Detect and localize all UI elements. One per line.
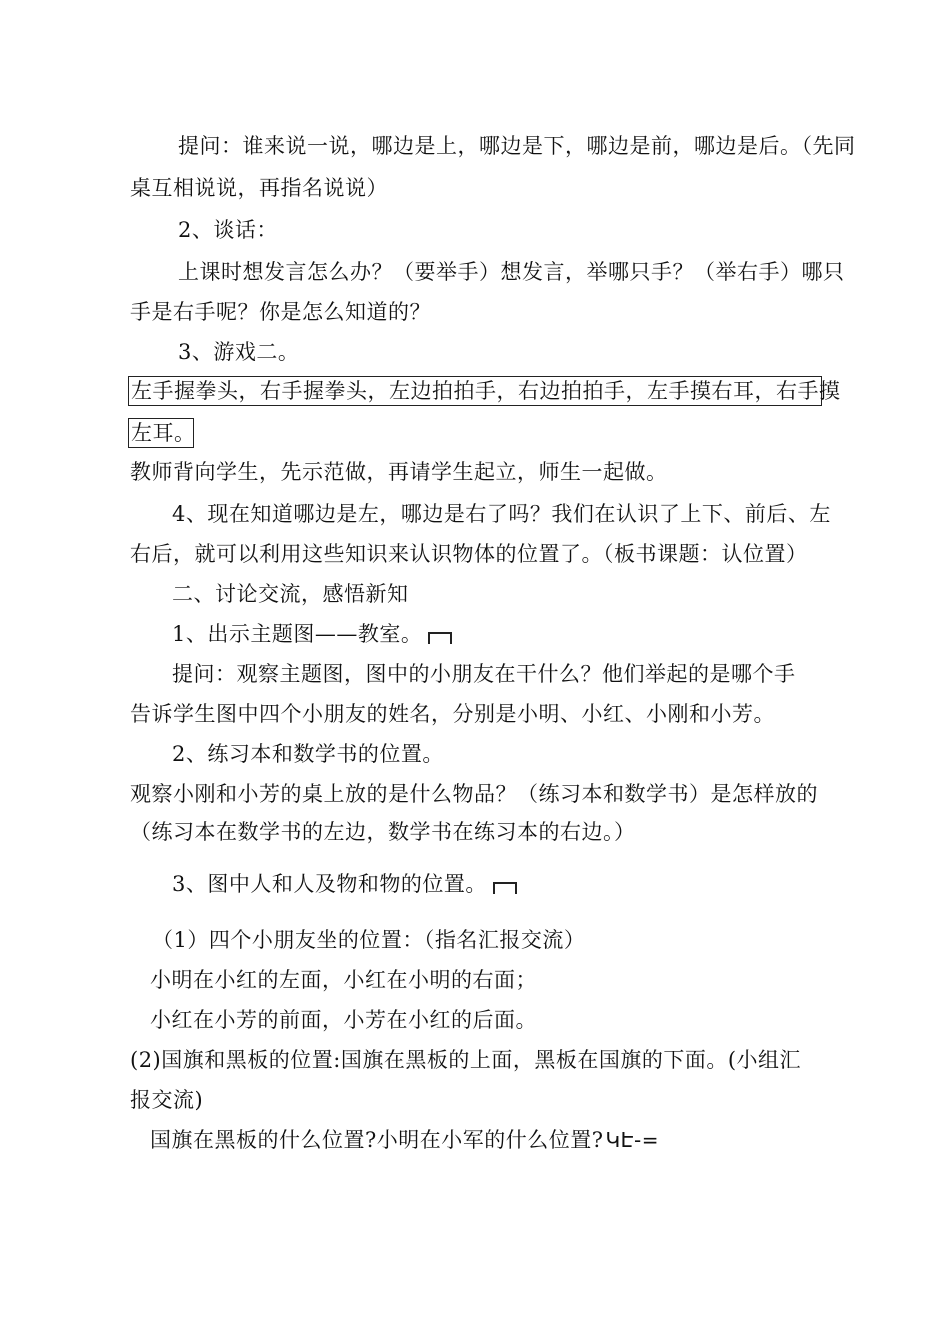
text-line — [150, 1126, 659, 1154]
bracket-mark-icon — [493, 878, 515, 894]
text-line: 2、谈话： — [178, 218, 278, 242]
text-line: 小明在小红的左面，小红在小明的右面； — [150, 968, 537, 992]
text-span: 3、图中人和人及物和物的位置。 — [172, 872, 487, 896]
text-line: 手是右手呢？你是怎么知道的？ — [130, 300, 431, 324]
text-line: 提问：谁来说一说，哪边是上，哪边是下，哪边是前，哪边是后。（先同 — [178, 134, 856, 158]
text-line: 4、现在知道哪边是左，哪边是右了吗？我们在认识了上下、前后、左 — [172, 502, 831, 526]
text-line: 提问：观察主题图，图中的小朋友在干什么？他们举起的是哪个手 — [172, 662, 796, 686]
stray-glyph: ԿԷ-= — [605, 1128, 659, 1152]
text-line — [172, 870, 515, 898]
text-line: 二、讨论交流，感悟新知 — [172, 582, 409, 606]
text-line: 告诉学生图中四个小朋友的姓名，分别是小明、小红、小刚和小芳。 — [130, 702, 775, 726]
text-line: 教师背向学生，先示范做，再请学生起立，师生一起做。 — [130, 460, 668, 484]
text-line: 上课时想发言怎么办？（要举手）想发言，举哪只手？（举右手）哪只 — [178, 260, 845, 284]
text-line: 观察小刚和小芳的桌上放的是什么物品？（练习本和数学书）是怎样放的 — [130, 782, 818, 806]
text-line: 报交流) — [130, 1088, 204, 1112]
text-line: (2)国旗和黑板的位置:国旗在黑板的上面，黑板在国旗的下面。(小组汇 — [130, 1048, 802, 1072]
boxed-text-line: 左耳。 — [128, 418, 194, 448]
text-line: （1）四个小朋友坐的位置：（指名汇报交流） — [152, 928, 586, 952]
text-line: 2、练习本和数学书的位置。 — [172, 742, 444, 766]
text-span: 国旗在黑板的什么位置?小明在小军的什么位置? — [150, 1128, 604, 1152]
text-line: 右后，就可以利用这些知识来认识物体的位置了。（板书课题：认位置） — [130, 542, 808, 566]
text-line — [172, 620, 450, 648]
bracket-mark-icon — [428, 628, 450, 644]
boxed-text-line: 左手握拳头，右手握拳头，左边拍拍手，右边拍拍手，左手摸右耳，右手摸 — [128, 376, 822, 406]
text-span: 1、出示主题图——教室。 — [172, 622, 423, 646]
text-line: 小红在小芳的前面，小芳在小红的后面。 — [150, 1008, 537, 1032]
text-line: 桌互相说说，再指名说说） — [130, 176, 388, 200]
text-line: （练习本在数学书的左边，数学书在练习本的右边。） — [130, 820, 636, 844]
text-line: 3、游戏二。 — [178, 340, 300, 364]
